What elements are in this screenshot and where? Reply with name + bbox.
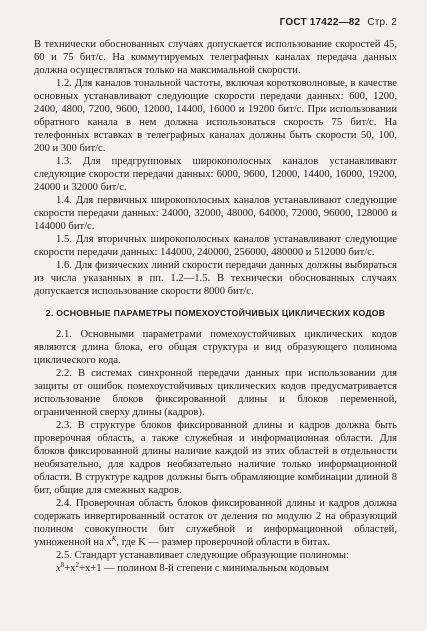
poly-var: x: [56, 563, 61, 574]
poly-part-c: +x+1 — полином 8-й степени с минимальным кодовым: [78, 563, 329, 574]
paragraph-2-4: [34, 497, 397, 549]
page-number: Стр. 2: [367, 17, 397, 28]
paragraph-2-5: 2.5. Стандарт устанавливает следующие образующие полиномы:: [56, 550, 349, 561]
page-header: [280, 17, 397, 28]
paragraph-2-4-text-b: , где K — размер проверочной области в битах.: [116, 537, 331, 548]
paragraph-1-4: 1.4. Для первичных широкополосных каналов устанавливают следующие скорости передачи данных: 24000, 32000, 48000, 64000, 72000, 96000, 128000 и 144000 бит/с.: [34, 195, 397, 232]
paragraph-2-4-exponent: K: [111, 535, 117, 543]
paragraph-2-2: 2.2. В системах синхронной передачи данных при использовании для защиты от ошибок помехоустойчивых циклических кодов предусматривается использование блоков фиксированной длины и блоков переменной, ограниченной сверху длины (кадров).: [34, 368, 397, 418]
polynomial-line: [34, 562, 397, 575]
poly-exp-2: 2: [75, 561, 79, 569]
paragraph-1-3: 1.3. Для предгрупповых широкополосных каналов устанавливают следующие скорости передачи данных: 6000, 9600, 12000, 14400, 16000, 19200, 24000 и 32000 бит/с.: [34, 156, 397, 193]
paragraph-2-1: 2.1. Основными параметрами помехоустойчивых циклических кодов являются длина блока, его общая структура и вид образующего полинома циклического кода.: [34, 329, 397, 366]
paragraph-2-3: 2.3. В структуре блоков фиксированной длины и кадров должна быть проверочная область, а также служебная и информационная области. Для блоков фиксированной длины наличие каждой из этих областей в отдельности необязательно, для кадров необязательно наличие только информационной области. В структуре кадров должны быть обрамляющие комбинации длиной 8 бит, общие для смежных кадров.: [34, 420, 397, 496]
standard-number: ГОСТ 17422—82: [279, 17, 361, 28]
section-2-heading: 2. ОСНОВНЫЕ ПАРАМЕТРЫ ПОМЕХОУСТОЙЧИВЫХ ЦИКЛИЧЕСКИХ КОДОВ: [45, 308, 386, 318]
poly-part-b: +x: [64, 563, 76, 574]
document-body: [34, 38, 397, 575]
paragraph-1-2: 1.2. Для каналов тональной частоты, включая коротковолновые, в качестве основных устанавливают следующие скорости передачи данных: 600, 1200, 2400, 4800, 7200, 9600, 12000, 14400, 16000 и 19200 бит/с. При использовании обратного канала в нем должна использоваться скорость 75 бит/с. На телефонных вставках в телеграфных каналах должны быть скорости 50, 100, 200 и 300 бит/с.: [34, 78, 397, 154]
paragraph-2-4-text-a: 2.4. Проверочная область блоков фиксированной длины и кадров должна содержать инвертированный остаток от деления по модулю 2 на образующий полином совокупности бит служебной и информационной областей, умноженной на x: [34, 498, 397, 548]
paragraph-1-6: 1.6. Для физических линий скорости передачи данных должны выбираться из числа указанных в пп. 1.2—1.5. В технически обоснованных случаях допускается использование скорости 8000 бит/с.: [34, 260, 397, 297]
paragraph-1-5: 1.5. Для вторичных широкополосных каналов устанавливают следующие скорости передачи данных: 144000, 240000, 256000, 480000 и 512000 бит/с.: [34, 234, 397, 258]
paragraph-1-1-continued: В технически обоснованных случаях допускается использование скоростей 45, 60 и 75 бит/с. На коммутируемых телеграфных каналах передача данных должна осуществляться только на максимальной скорости.: [34, 39, 397, 76]
poly-exp-1: 8: [60, 561, 65, 569]
